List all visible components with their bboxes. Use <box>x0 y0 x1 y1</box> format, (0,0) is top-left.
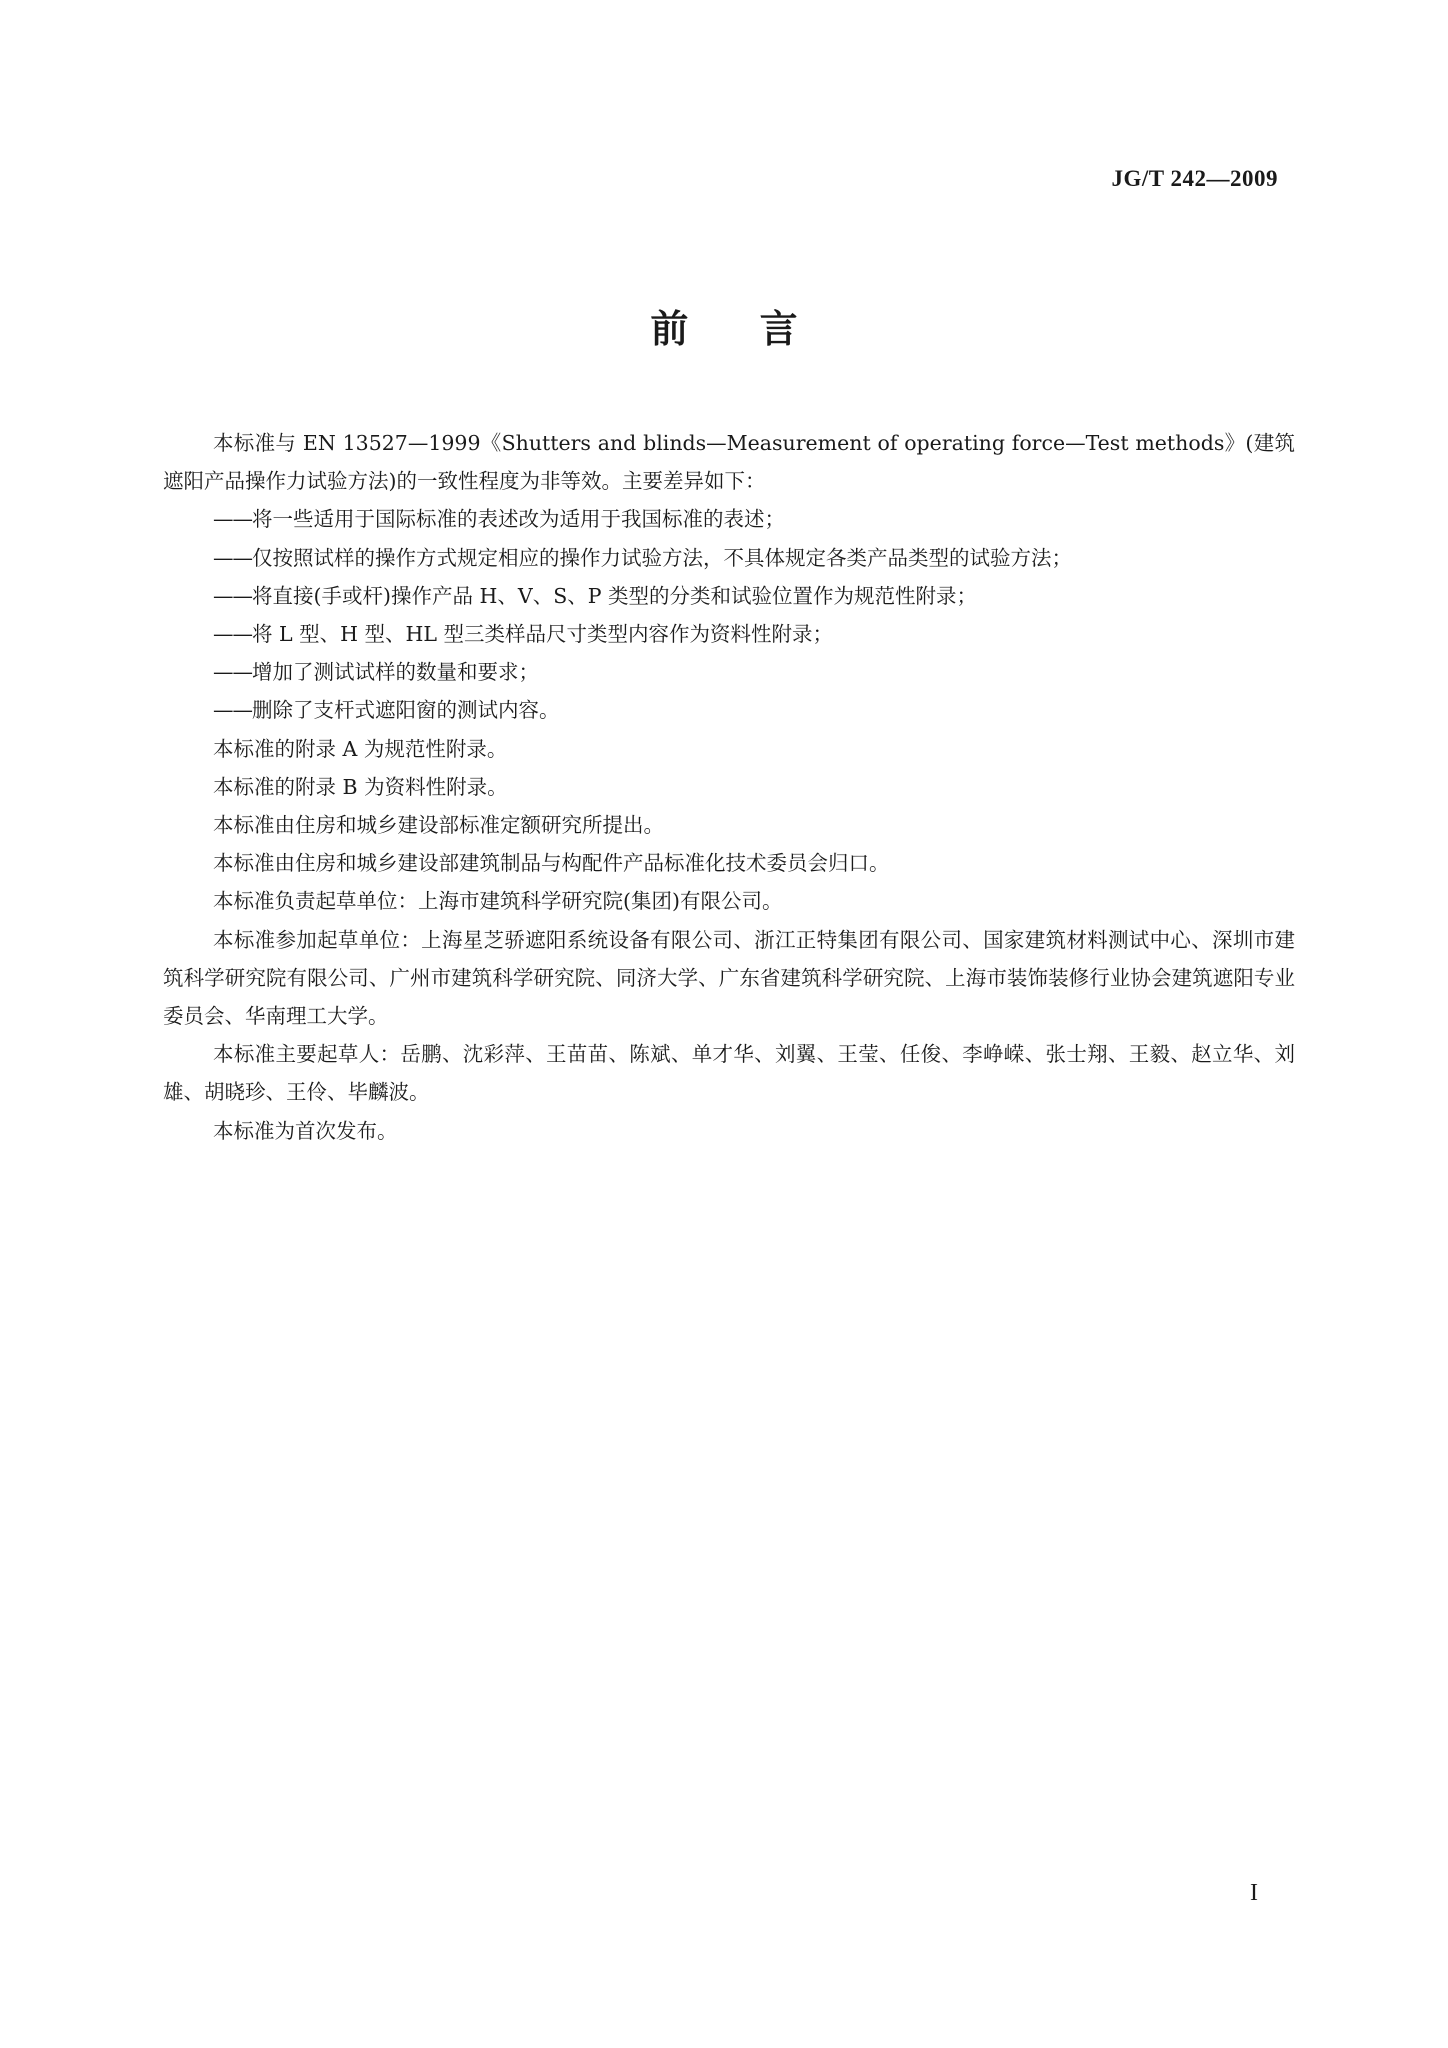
difference-item <box>163 615 1295 653</box>
appendix-b-statement: 本标准的附录 B 为资料性附录。 <box>213 774 508 799</box>
difference-item <box>163 500 1295 538</box>
administrator-statement: 本标准由住房和城乡建设部建筑制品与构配件产品标准化技术委员会归口。 <box>213 851 890 876</box>
difference-text: 仅按照试样的操作方式规定相应的操作力试验方法，不具体规定各类产品类型的试验方法； <box>252 545 1072 570</box>
difference-item <box>163 653 1295 691</box>
dash-marker: —— <box>213 545 252 570</box>
difference-text: 将 L 型、H 型、HL 型三类样品尺寸类型内容作为资料性附录； <box>252 622 834 647</box>
participating-units-statement: 本标准参加起草单位：上海星芝骄遮阳系统设备有限公司、浙江正特集团有限公司、国家建筑材料测试中心、深圳市建筑科学研究院有限公司、广州市建筑科学研究院、同济大学、广东省建筑科学研究院、上海市装饰装修行业协会建筑遮阳专业委员会、华南理工大学。 <box>163 927 1295 1029</box>
standard-number: JG/T 242—2009 <box>1111 166 1278 191</box>
difference-text: 删除了支杆式遮阳窗的测试内容。 <box>252 698 560 723</box>
intro-paragraph: 本标准与 EN 13527—1999《Shutters and blinds—Measurement of operating force—Test methods》(建筑遮阳产品操作力试验方法)的一致性程度为非等效。主要差异如下： <box>163 431 1295 494</box>
dash-marker: —— <box>213 622 252 647</box>
dash-marker: —— <box>213 583 252 608</box>
first-release-statement: 本标准为首次发布。 <box>213 1118 398 1143</box>
difference-item <box>163 691 1295 729</box>
main-drafters-statement: 本标准主要起草人：岳鹏、沈彩萍、王苗苗、陈斌、单才华、刘翼、王莹、任俊、李峥嵘、张士翔、王毅、赵立华、刘雄、胡晓珍、王伶、毕麟波。 <box>163 1042 1295 1105</box>
difference-item <box>163 539 1295 577</box>
dash-marker: —— <box>213 507 252 532</box>
lead-drafter-statement: 本标准负责起草单位：上海市建筑科学研究院(集团)有限公司。 <box>213 889 783 914</box>
page-number: I <box>1250 1880 1258 1906</box>
difference-text: 将一些适用于国际标准的表述改为适用于我国标准的表述； <box>252 507 785 532</box>
difference-item <box>163 577 1295 615</box>
proposer-statement: 本标准由住房和城乡建设部标准定额研究所提出。 <box>213 813 664 838</box>
foreword-body <box>163 424 1295 1150</box>
dash-marker: —— <box>213 660 252 685</box>
dash-marker: —— <box>213 698 252 723</box>
difference-text: 将直接(手或杆)操作产品 H、V、S、P 类型的分类和试验位置作为规范性附录； <box>252 583 978 608</box>
page-title: 前 言 <box>650 306 798 351</box>
appendix-a-statement: 本标准的附录 A 为规范性附录。 <box>213 736 508 761</box>
difference-text: 增加了测试试样的数量和要求； <box>252 660 539 685</box>
